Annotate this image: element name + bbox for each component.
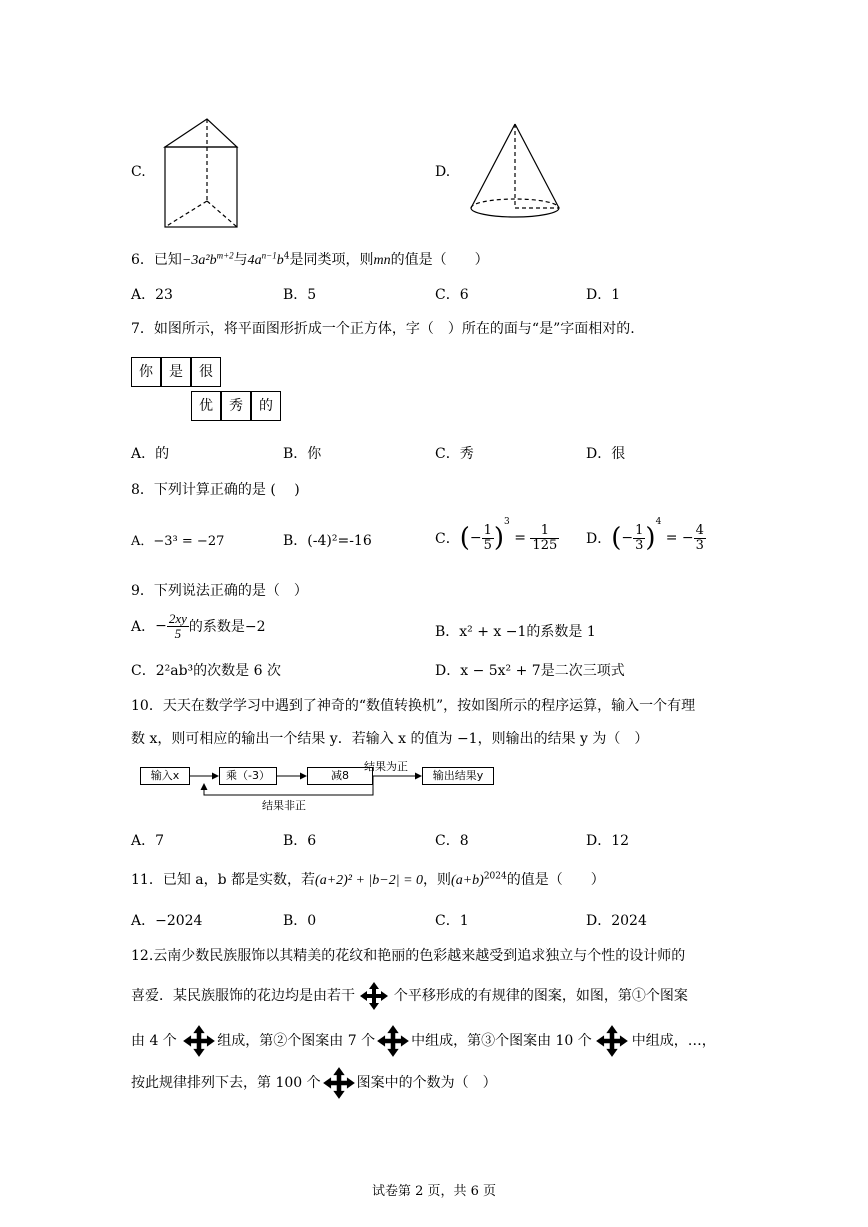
prism-figure — [155, 115, 255, 230]
question-7: 7．如图所示，将平面图形折成一个正方体，字（ ）所在的面与“是”字面相对的. — [131, 321, 635, 337]
q6-option-c[interactable]: C．6 — [435, 287, 469, 303]
q8-option-b[interactable]: B．(-4)²=-16 — [283, 533, 372, 549]
flow-arrows — [140, 760, 500, 800]
cross-arrow-icon — [359, 981, 389, 1011]
q10-option-d[interactable]: D．12 — [586, 833, 630, 849]
cross-arrow-icon — [375, 1024, 411, 1058]
q7-option-d[interactable]: D．很 — [586, 446, 626, 462]
net-cell: 的 — [251, 391, 281, 421]
q8-option-d[interactable]: D．(− $\frac{1}{3}$ )$^4$ = − $\frac{4}{3}$ — [586, 517, 704, 553]
question-12-line4: 按此规律排列下去，第 100 个 图案中的个数为（ ） — [131, 1066, 497, 1100]
net-cell: 是 — [161, 357, 191, 387]
flow-output-box: 输出结果y — [422, 767, 494, 785]
q11-option-a[interactable]: A．−2024 — [131, 913, 203, 929]
q6-option-a[interactable]: A．23 — [131, 287, 173, 303]
q10-option-b[interactable]: B．6 — [283, 833, 317, 849]
q8-option-a[interactable]: A．−3³ = −27 — [131, 534, 225, 549]
q9-option-d[interactable]: D．x − 5x² + 7是二次三项式 — [435, 663, 625, 679]
question-10-line2: 数 x，则可相应的输出一个结果 y．若输入 x 的值为 −1，则输出的结果 y 为（ ） — [131, 731, 649, 747]
cone-figure — [465, 118, 565, 223]
cross-arrow-icon — [321, 1066, 357, 1100]
q11-option-c[interactable]: C．1 — [435, 913, 469, 929]
page-footer: 试卷第 2 页，共 6 页 — [371, 1184, 497, 1199]
question-9: 9．下列说法正确的是（ ） — [131, 583, 308, 599]
flow-multiply-box: 乘（-3） — [219, 767, 277, 785]
q7-option-b[interactable]: B．你 — [283, 446, 322, 462]
q8-option-c[interactable]: C．(− $\frac{1}{5}$ )$^3$ = $\frac{1}{125}$ — [435, 517, 558, 553]
q11-option-b[interactable]: B．0 — [283, 913, 317, 929]
flow-subtract-box: 减8 — [307, 767, 373, 785]
q7-option-a[interactable]: A．的 — [131, 446, 170, 462]
question-12-line2: 喜爱．某民族服饰的花边均是由若干 个平移形成的有规律的图案，如图，第①个图案 — [131, 980, 688, 1012]
q7-option-c[interactable]: C．秀 — [435, 446, 474, 462]
q10-option-a[interactable]: A．7 — [131, 833, 165, 849]
option-c-label: C. — [131, 164, 146, 180]
question-12-line1: 12.云南少数民族服饰以其精美的花纹和艳丽的色彩越来越受到追求独立与个性的设计师的 — [131, 948, 686, 964]
net-cell: 很 — [191, 357, 221, 387]
net-cell: 你 — [131, 357, 161, 387]
question-8: 8．下列计算正确的是 ( ) — [131, 482, 300, 498]
flow-label-nonpositive: 结果非正 — [262, 799, 306, 812]
question-10-line1: 10．天天在数学学习中遇到了神奇的“数值转换机”，按如图所示的程序运算，输入一个有理 — [131, 698, 696, 714]
net-cell: 秀 — [221, 391, 251, 421]
cross-arrow-icon — [181, 1024, 217, 1058]
cross-arrow-icon — [592, 1024, 632, 1058]
option-d-label: D. — [435, 164, 451, 180]
q6-option-b[interactable]: B．5 — [283, 287, 317, 303]
question-11: 11．已知 a，b 都是实数，若(a+2)² + |b−2| = 0，则$(a+b)^{2024}$的值是（ ） — [131, 871, 605, 888]
q6-option-d[interactable]: D．1 — [586, 287, 621, 303]
flow-label-positive: 结果为正 — [364, 760, 408, 773]
q9-option-b[interactable]: B．x² + x −1的系数是 1 — [435, 624, 596, 640]
flow-input-box: 输入x — [140, 767, 190, 785]
net-cell: 优 — [191, 391, 221, 421]
question-6: 6．已知$-3a^2b^{m+2}$与$4a^{n-1}b^4$是同类项，则mn的值是（ ） — [131, 250, 489, 268]
question-12-line3: 由 4 个 组成，第②个图案由 7 个 中组成，第③个图案由 10 个 中组成，…， — [131, 1024, 716, 1058]
q10-option-c[interactable]: C．8 — [435, 833, 469, 849]
q9-option-c[interactable]: C．2²ab³的次数是 6 次 — [131, 663, 281, 679]
q9-option-a[interactable]: A．− $\frac{2xy}{5}$ 的系数是−2 — [131, 611, 266, 641]
q11-option-d[interactable]: D．2024 — [586, 913, 647, 929]
